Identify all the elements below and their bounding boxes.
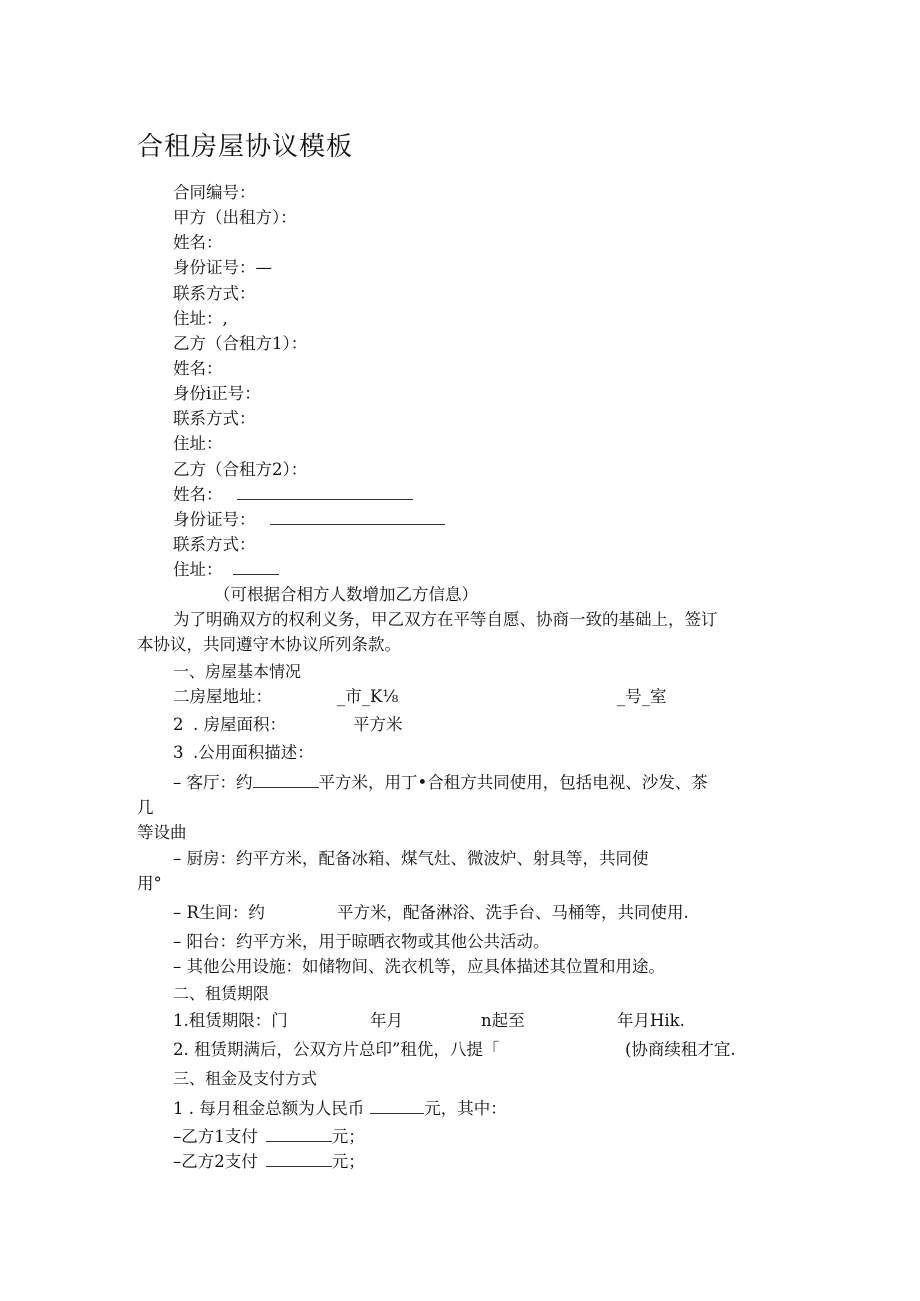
term-ym-1: 年月 [370, 1011, 403, 1030]
party-a-id: 身份证号：— [173, 258, 272, 277]
party-a-name: 姓名： [173, 233, 223, 252]
party-b1-address: 住址： [173, 434, 223, 453]
area-number: 2 [173, 715, 184, 734]
address-room: _号_室 [617, 687, 667, 706]
rent-total-blank[interactable] [370, 1099, 424, 1114]
party-b1-contact: 联系方式： [173, 409, 256, 428]
document-title: 合租房屋协议模板 [137, 132, 354, 162]
pay-b2-label: –乙方2支付 [173, 1152, 258, 1171]
party-b2-id-label: 身份证号： [173, 510, 256, 529]
rent-total-suffix: 元，其中： [424, 1099, 507, 1118]
party-a-contact: 联系方式： [173, 284, 256, 303]
section1-heading: 一、房屋基本情况 [173, 662, 302, 681]
party-b1-heading: 乙方（合租方1）： [173, 334, 308, 353]
rent-total-row [173, 1099, 507, 1119]
kitchen-item: – 厨房：约平方米，配备冰箱、煤气灶、微波炉、射具等，共同使 [173, 849, 649, 868]
living-room-desc: 平方米，用丁•合租方共同使用，包括电视、沙发、茶 [318, 773, 708, 792]
public-area-number: 3 [173, 743, 184, 762]
living-room-item [173, 773, 708, 793]
term-to: n起至 [481, 1011, 525, 1030]
section3-heading: 三、租金及支付方式 [173, 1069, 318, 1088]
party-b2-address-blank[interactable] [233, 560, 279, 575]
bathroom-desc: 平方米，配备淋浴、洗手台、马桶等，共同使用. [337, 903, 689, 922]
party-b2-heading: 乙方（合租方2）： [173, 460, 308, 479]
party-b2-contact: 联系方式： [173, 535, 256, 554]
kitchen-cont: 用° [137, 874, 162, 893]
party-a-heading: 甲方（出租方）： [173, 208, 297, 227]
intro-line-1: 为了明确双方的权利义务，甲乙双方在平等自愿、协商一致的基础上，签订 [173, 610, 718, 629]
party-b2-address-label: 住址： [173, 560, 223, 579]
public-area-label: .公用面积描述： [193, 743, 314, 762]
pay-b1-row [173, 1127, 365, 1147]
party-b2-address-row [173, 560, 279, 580]
party-b1-name: 姓名： [173, 359, 223, 378]
living-room-label: – 客厅：约 [173, 773, 253, 792]
party-note: （可根据合相方人数增加乙方信息） [214, 585, 478, 604]
bathroom-label: – R生间：约 [173, 903, 265, 922]
renewal-b: (协商续租才宜. [625, 1040, 736, 1059]
party-b2-name-label: 姓名： [173, 485, 223, 504]
intro-line-2: 本协议，共同遵守木协议所列条款。 [137, 635, 401, 654]
renewal-a: 2. 租赁期满后，公双方片总印”租优，八提「 [173, 1040, 500, 1059]
term-start: 1.租赁期限：门 [173, 1011, 288, 1030]
pay-b1-label: –乙方1支付 [173, 1127, 258, 1146]
party-b2-name-row [173, 485, 413, 505]
party-b2-id-row [173, 510, 445, 530]
pay-b2-suffix: 元； [331, 1152, 365, 1171]
contract-number: 合同编号： [173, 183, 256, 202]
address-label: 二房屋地址： [173, 687, 272, 706]
balcony-item: – 阳台：约平方米，用于晾晒衣物或其他公共活动。 [173, 932, 550, 951]
party-b1-id: 身份i正号： [173, 384, 261, 403]
living-room-blank[interactable] [253, 773, 319, 788]
area-label: . 房屋面积： [193, 715, 286, 734]
pay-b2-row [173, 1152, 365, 1172]
living-room-cont: 几 [137, 798, 154, 817]
term-ym-2: 年月Hik. [617, 1011, 685, 1030]
pay-b1-suffix: 元； [331, 1127, 365, 1146]
section2-heading: 二、租赁期限 [173, 984, 270, 1003]
party-a-address: 住址：, [173, 309, 228, 328]
living-room-cont-2: 等设曲 [137, 823, 187, 842]
pay-b1-blank[interactable] [266, 1127, 332, 1142]
other-facilities-item: – 其他公用设施：如储物间、洗衣机等，应具体描述其位置和用途。 [173, 957, 665, 976]
party-b2-name-blank[interactable] [237, 485, 413, 500]
rent-total-label: 1 . 每月租金总额为人民币 [173, 1099, 365, 1118]
party-b2-id-blank[interactable] [270, 510, 445, 525]
address-city: _市_K⅛ [337, 687, 399, 706]
pay-b2-blank[interactable] [266, 1152, 332, 1167]
area-unit: 平方米 [353, 715, 403, 734]
